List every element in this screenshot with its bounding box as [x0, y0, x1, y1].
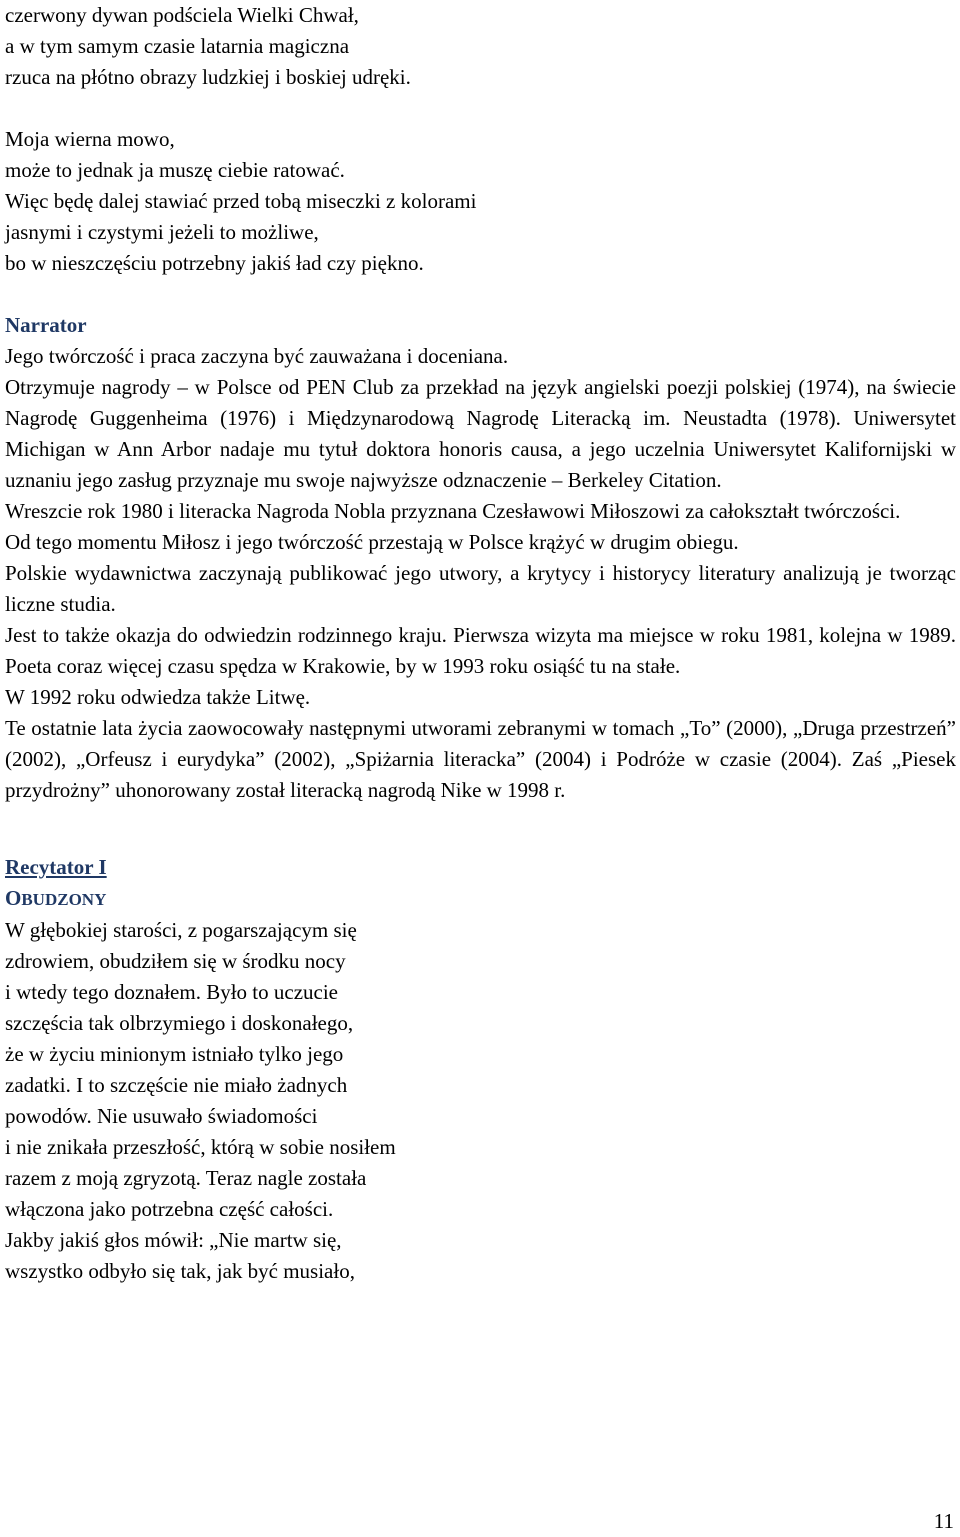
reciter-section: [5, 852, 956, 1287]
narrator-paragraph: Otrzymuje nagrody – w Polsce od PEN Club za przekład na język angielski poezji polskiej (1974), na świecie Nagrodę Guggenheima (1976) i Międzynarodową Nagrodę Literacką im. Neustadta (1978). Uniwersytet Michigan w Ann Arbor nadaje mu tytuł doktora honoris causa, a jego uczelnia Uniwersytet Kalifornijski w uznaniu jego zasług przyznaje mu swoje najwyższe odznaczenie – Berkeley Citation.: [5, 375, 956, 492]
poem-line: jasnymi i czystymi jeżeli to możliwe,: [5, 220, 319, 244]
poem-title: [5, 883, 956, 915]
poem-line: rzuca na płótno obrazy ludzkiej i boskiej udręki.: [5, 65, 411, 89]
poem-line: że w życiu minionym istniało tylko jego: [5, 1042, 344, 1066]
section-gap: [5, 279, 956, 310]
poem-line: razem z moją zgryzotą. Teraz nagle została: [5, 1166, 367, 1190]
narrator-paragraph: Od tego momentu Miłosz i jego twórczość przestają w Polsce krążyć w drugim obiegu.: [5, 530, 739, 554]
document-page: [5, 0, 956, 1287]
poem-line: Więc będę dalej stawiać przed tobą miseczki z kolorami: [5, 189, 477, 213]
poem-title-initial: O: [5, 886, 22, 910]
poem-line: i wtedy tego doznałem. Było to uczucie: [5, 980, 338, 1004]
speaker-label-reciter: Recytator I: [5, 855, 107, 879]
poem-line: czerwony dywan podściela Wielki Chwał,: [5, 3, 359, 27]
narrator-paragraph: Te ostatnie lata życia zaowocowały następnymi utworami zebranymi w tomach „To” (2000), „Druga przestrzeń” (2002), „Orfeusz i eurydyka” (2002), „Spiżarnia literacka” (2004) i Podróże w czasie (2004). Zaś „Piesek przydrożny” uhonorowany został literacką nagrodą Nike w 1998 r.: [5, 716, 956, 802]
stanza-gap: [5, 93, 956, 124]
narrator-paragraph: W 1992 roku odwiedza także Litwę.: [5, 685, 311, 709]
poem-line: zadatki. I to szczęście nie miało żadnych: [5, 1073, 348, 1097]
poem-line: wszystko odbyło się tak, jak być musiało,: [5, 1259, 355, 1283]
section-gap: [5, 806, 956, 837]
poem-line: bo w nieszczęściu potrzebny jakiś ład czy piękno.: [5, 251, 424, 275]
poem-stanza-1: [5, 0, 956, 93]
poem-line: szczęścia tak olbrzymiego i doskonałego,: [5, 1011, 354, 1035]
section-gap: [5, 837, 956, 852]
poem-line: zdrowiem, obudziłem się w środku nocy: [5, 949, 346, 973]
narrator-paragraph: Wreszcie rok 1980 i literacka Nagroda Nobla przyznana Czesławowi Miłoszowi za całokształt twórczości.: [5, 499, 901, 523]
poem-line: W głębokiej starości, z pogarszającym się: [5, 918, 357, 942]
poem-line: włączona jako potrzebna część całości.: [5, 1197, 334, 1221]
page-number: 11: [933, 1509, 954, 1533]
poem-title-rest: BUDZONY: [21, 890, 107, 909]
narrator-paragraph: Polskie wydawnictwa zaczynają publikować jego utwory, a krytycy i historycy literatury analizują je tworząc liczne studia.: [5, 561, 956, 616]
narrator-section: [5, 310, 956, 806]
poem-line: może to jednak ja muszę ciebie ratować.: [5, 158, 345, 182]
poem-line: Moja wierna mowo,: [5, 127, 175, 151]
poem-line: powodów. Nie usuwało świadomości: [5, 1104, 318, 1128]
narrator-paragraph: Jest to także okazja do odwiedzin rodzinnego kraju. Pierwsza wizyta ma miejsce w roku 1981, kolejna w 1989. Poeta coraz więcej czasu spędza w Krakowie, by w 1993 roku osiąść tu na stałe.: [5, 623, 956, 678]
speaker-label-narrator: Narrator: [5, 313, 87, 337]
poem-line: Jakby jakiś głos mówił: „Nie martw się,: [5, 1228, 342, 1252]
reciter-poem: [5, 915, 956, 1287]
poem-line: a w tym samym czasie latarnia magiczna: [5, 34, 350, 58]
narrator-paragraph: Jego twórczość i praca zaczyna być zauważana i doceniana.: [5, 344, 509, 368]
poem-stanza-2: [5, 124, 956, 279]
poem-line: i nie znikała przeszłość, którą w sobie nosiłem: [5, 1135, 396, 1159]
